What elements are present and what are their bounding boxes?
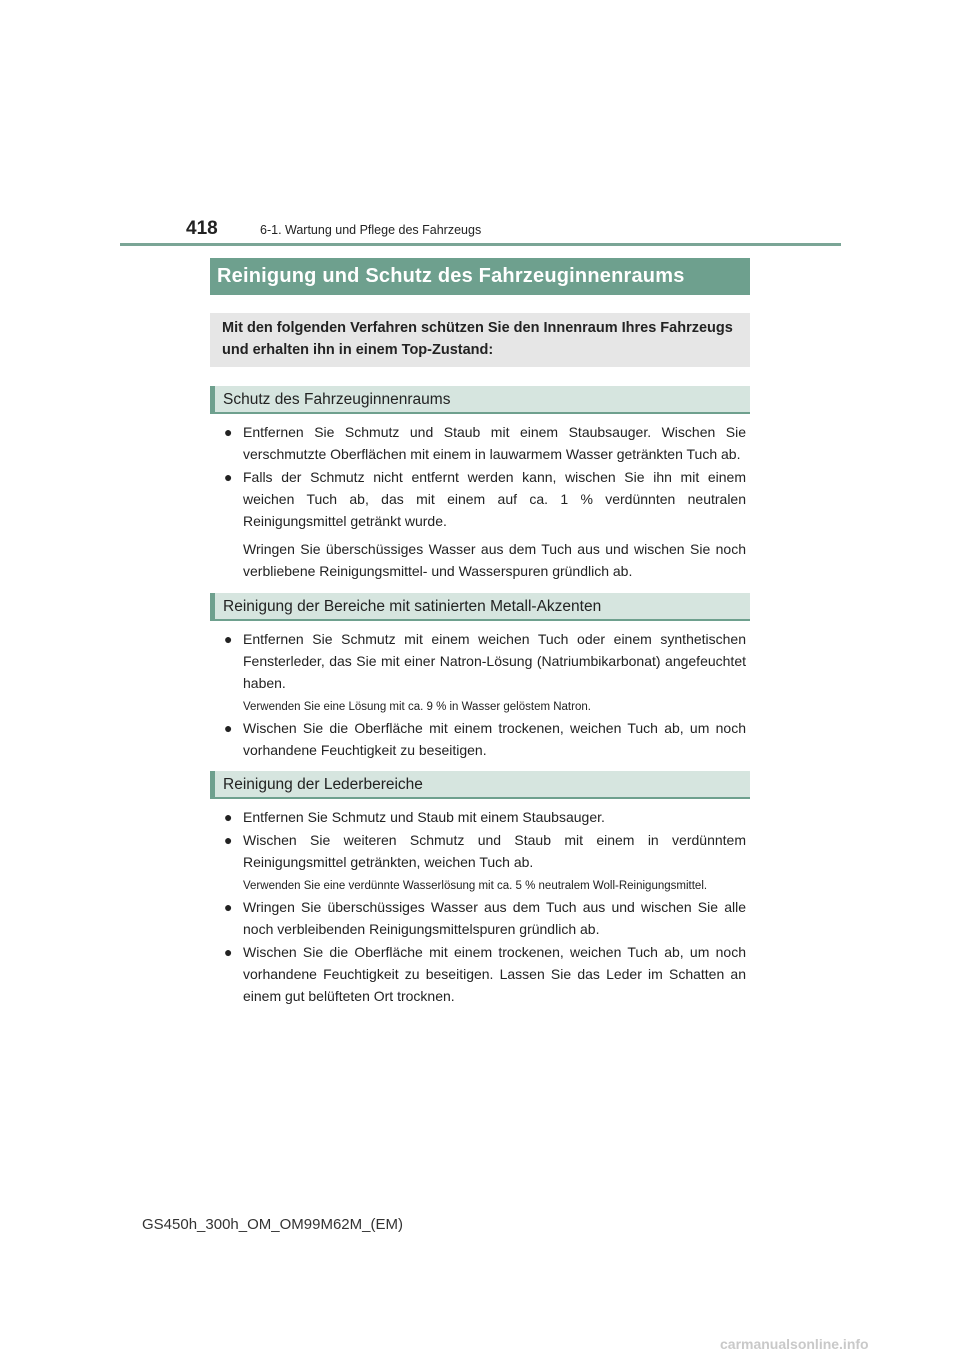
list-item [224,941,746,1007]
section-heading-satin-metal: Reinigung der Bereiche mit satinierten Metall-Akzenten [210,593,750,621]
bullet-icon: ● [224,720,233,736]
list-item [224,806,746,828]
list-item [224,628,746,694]
list-item-text: Falls der Schmutz nicht entfernt werden kann, wischen Sie ihn mit einem weichen Tuch ab, das mit einem auf ca. 1 % verdünnten neutralen Reinigungsmittel getränkt wurde. [243,469,746,529]
watermark: carmanualsonline.info [720,1336,869,1352]
bullet-icon: ● [224,424,233,440]
list-item-text: Entfernen Sie Schmutz mit einem weichen Tuch oder einem synthetischen Fensterleder, das Sie mit einer Natron-Lösung (Natriumbikarbonat) angefeuchtet haben. [243,631,746,691]
bullet-icon: ● [224,899,233,915]
bullet-icon: ● [224,469,233,485]
bullet-icon: ● [224,809,233,825]
list-item [224,421,746,465]
section-body-interior-protection [224,421,746,582]
section-heading-leather: Reinigung der Lederbereiche [210,771,750,799]
paragraph: Wringen Sie überschüssiges Wasser aus dem Tuch aus und wischen Sie noch verbliebene Reinigungsmittel- und Wasserspuren gründlich ab. [243,541,746,579]
header-rule [120,243,841,246]
list-item [224,466,746,532]
bullet-icon: ● [224,832,233,848]
list-item-text: Wringen Sie überschüssiges Wasser aus dem Tuch aus und wischen Sie alle noch verbleibenden Reinigungsmittelspuren gründlich ab. [243,899,746,937]
list-item [224,717,746,761]
bullet-icon: ● [224,944,233,960]
section-body-satin-metal [224,628,746,762]
list-item-text: Wischen Sie die Oberfläche mit einem trockenen, weichen Tuch ab, um noch vorhandene Feuchtigkeit zu beseitigen. Lassen Sie das Leder im Schatten an einem gut belüfteten Ort trocknen. [243,944,746,1004]
section-body-leather [224,806,746,1008]
intro-box: Mit den folgenden Verfahren schützen Sie den Innenraum Ihres Fahrzeugs und erhalten ihn in einem Top-Zustand: [210,313,750,367]
list-item-text: Wischen Sie die Oberfläche mit einem trockenen, weichen Tuch ab, um noch vorhandene Feuchtigkeit zu beseitigen. [243,720,746,758]
main-title: Reinigung und Schutz des Fahrzeuginnenraums [210,258,750,295]
list-item-text: Wischen Sie weiteren Schmutz und Staub mit einem in verdünntem Reinigungsmittel getränkten, weichen Tuch ab. [243,832,746,870]
list-item-text: Entfernen Sie Schmutz und Staub mit einem Staubsauger. Wischen Sie verschmutzte Oberflächen mit einem in lauwarmem Wasser getränkten Tuch ab. [243,424,746,462]
note: Verwenden Sie eine Lösung mit ca. 9 % in Wasser gelöstem Natron. [243,701,591,713]
section-heading-interior-protection: Schutz des Fahrzeuginnenraums [210,386,750,414]
list-item-text: Entfernen Sie Schmutz und Staub mit einem Staubsauger. [243,809,605,825]
list-item [224,896,746,940]
bullet-icon: ● [224,631,233,647]
section-path: 6-1. Wartung und Pflege des Fahrzeugs [260,223,482,237]
note: Verwenden Sie eine verdünnte Wasserlösung mit ca. 5 % neutralem Woll-Reinigungsmittel. [243,880,708,892]
page-number: 418 [186,218,218,239]
footer-doc-code: GS450h_300h_OM_OM99M62M_(EM) [142,1216,403,1233]
list-item [224,829,746,873]
